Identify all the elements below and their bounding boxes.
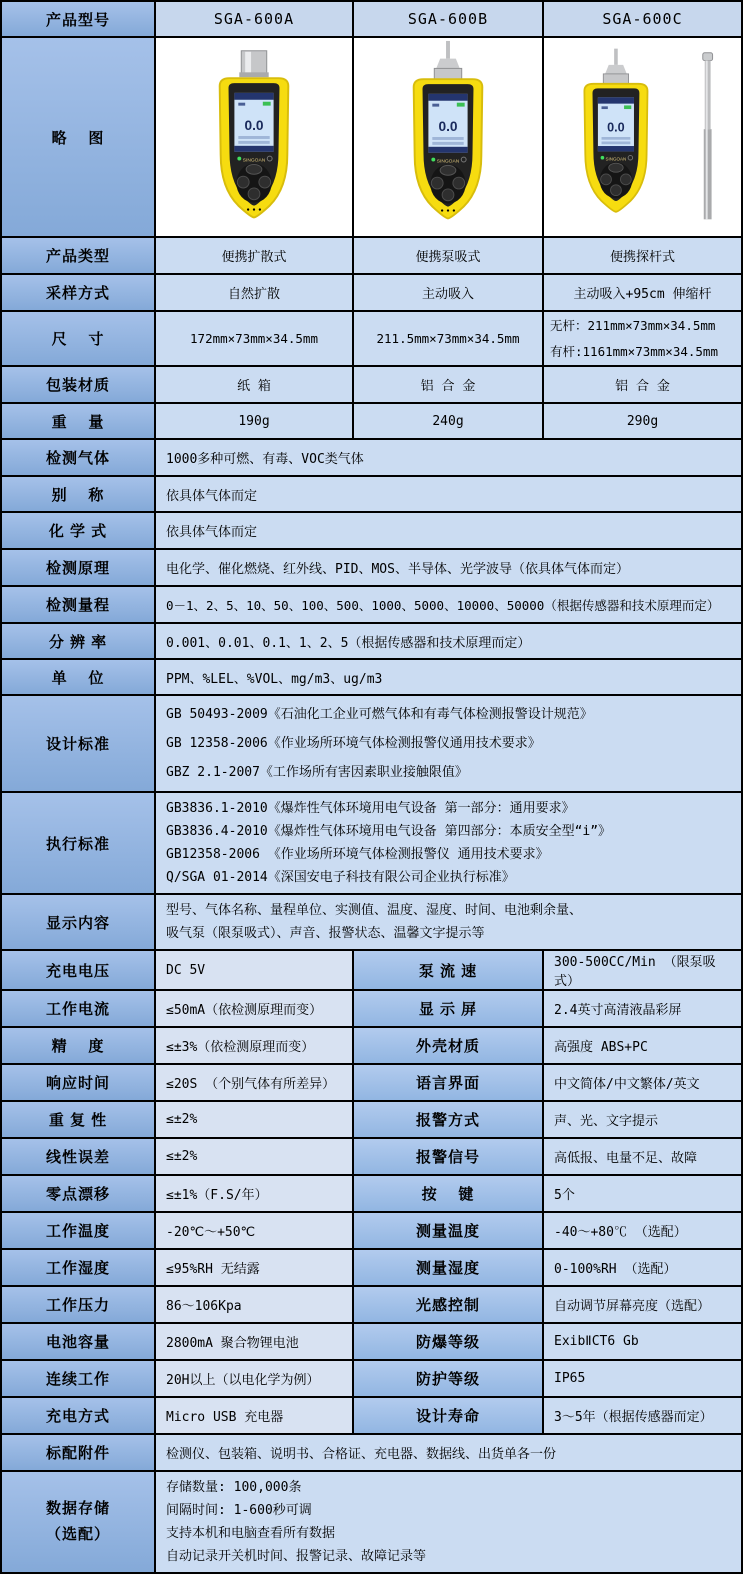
cell-value: -40～+80℃ （选配） xyxy=(544,1213,741,1250)
standard-line: GB 12358-2006《作业场所环境气体检测报警仪通用技术要求》 xyxy=(166,736,541,751)
cell-value: 主动吸入 xyxy=(354,275,544,312)
standard-line: Q/SGA 01-2014《深国安电子科技有限公司企业执行标准》 xyxy=(166,870,515,885)
cell-value: ExibⅡCT6 Gb xyxy=(544,1324,741,1361)
row-dimensions xyxy=(2,312,741,367)
cell-value: 依具体气体而定 xyxy=(156,513,741,550)
cell-value: 自动调节屏幕亮度（选配） xyxy=(544,1287,741,1324)
gas-detector-diffusion-image xyxy=(156,39,352,235)
cell-value xyxy=(156,1472,741,1572)
row-product-type xyxy=(2,238,741,275)
storage-label-line: 数据存储 xyxy=(45,1500,110,1517)
row-label: 单 位 xyxy=(2,660,156,696)
row-product-model xyxy=(2,2,741,38)
row-label: 包装材质 xyxy=(2,367,156,404)
row-standard-accessories xyxy=(2,1435,741,1472)
standard-line: GB3836.1-2010《爆炸性气体环境用电气设备 第一部分：通用要求》 xyxy=(166,801,575,816)
row-repeatability-alarm-mode xyxy=(2,1102,741,1139)
cell-value: 纸 箱 xyxy=(156,367,354,404)
cell-value: Micro USB 充电器 xyxy=(156,1398,354,1435)
svg-text:SINGOAN: SINGOAN xyxy=(436,159,460,165)
cell-value: 0－1、2、5、10、50、100、500、1000、5000、10000、50000（根据传感器和技术原理而定） xyxy=(156,587,741,624)
cell-value: 便携泵吸式 xyxy=(354,238,544,275)
row-display-content xyxy=(2,895,741,951)
row-label: 工作电流 xyxy=(2,991,156,1028)
cell-value xyxy=(156,895,741,951)
row-sketch xyxy=(2,38,741,238)
row-chemical-formula xyxy=(2,513,741,550)
cell-value: ≤±3%（依检测原理而变） xyxy=(156,1028,354,1065)
svg-text:SINGOAN: SINGOAN xyxy=(242,158,266,164)
standard-line: GBZ 2.1-2007《工作场所有害因素职业接触限值》 xyxy=(166,765,468,780)
cell-value: 190g xyxy=(156,404,354,440)
row-label: 充电电压 xyxy=(2,951,156,991)
storage-spec-line: 间隔时间: 1-600秒可调 xyxy=(166,1503,312,1518)
row-label: 语言界面 xyxy=(354,1065,544,1102)
row-label: 工作湿度 xyxy=(2,1250,156,1287)
cell-value: 铝 合 金 xyxy=(544,367,741,404)
device-photo-sga-600b xyxy=(354,38,544,238)
row-label: 尺 寸 xyxy=(2,312,156,367)
row-accuracy-shell-material xyxy=(2,1028,741,1065)
row-label: 防爆等级 xyxy=(354,1324,544,1361)
row-working-temp-measure-temp xyxy=(2,1213,741,1250)
row-working-humidity-measure-humidity xyxy=(2,1250,741,1287)
cell-value: 自然扩散 xyxy=(156,275,354,312)
model-name-a: SGA-600A xyxy=(156,2,354,38)
svg-text:0.0: 0.0 xyxy=(438,119,458,135)
storage-spec-line: 自动记录开关机时间、报警记录、故障记录等 xyxy=(166,1549,427,1564)
cell-value xyxy=(544,312,741,367)
row-label: 报警信号 xyxy=(354,1139,544,1176)
row-execution-standards xyxy=(2,793,741,895)
row-packaging-material xyxy=(2,367,741,404)
row-sampling-method xyxy=(2,275,741,312)
cell-value: 0-100%RH （选配） xyxy=(544,1250,741,1287)
cell-value: 依具体气体而定 xyxy=(156,477,741,513)
cell-value: ≤±2% xyxy=(156,1139,354,1176)
gas-detector-probe-image xyxy=(545,39,740,235)
row-label: 重 复 性 xyxy=(2,1102,156,1139)
row-label: 设计寿命 xyxy=(354,1398,544,1435)
cell-value: 检测仪、包装箱、说明书、合格证、充电器、数据线、出货单各一份 xyxy=(156,1435,741,1472)
cell-value: 高低报、电量不足、故障 xyxy=(544,1139,741,1176)
row-label: 工作温度 xyxy=(2,1213,156,1250)
standard-line: GB12358-2006 《作业场所环境气体检测报警仪 通用技术要求》 xyxy=(166,847,549,862)
model-name-c: SGA-600C xyxy=(544,2,741,38)
device-photo-sga-600c xyxy=(544,38,741,238)
row-label: 略 图 xyxy=(2,38,156,238)
row-alias xyxy=(2,477,741,513)
svg-text:SINGOAN: SINGOAN xyxy=(605,156,627,162)
cell-value: 中文简体/中文繁体/英文 xyxy=(544,1065,741,1102)
cell-value: 便携扩散式 xyxy=(156,238,354,275)
row-label: 检测原理 xyxy=(2,550,156,587)
dimension-without-rod: 无杆：211mm×73mm×34.5mm xyxy=(550,317,716,333)
cell-value: 电化学、催化燃烧、红外线、PID、MOS、半导体、光学波导（依具体气体而定） xyxy=(156,550,741,587)
cell-value: -20℃～+50℃ xyxy=(156,1213,354,1250)
cell-value xyxy=(156,696,741,793)
device-photo-sga-600a xyxy=(156,38,354,238)
row-label: 执行标准 xyxy=(2,793,156,895)
cell-value: ≤50mA（依检测原理而变） xyxy=(156,991,354,1028)
standard-line: GB 50493-2009《石油化工企业可燃气体和有毒气体检测报警设计规范》 xyxy=(166,707,593,722)
cell-value: 0.001、0.01、0.1、1、2、5（根据传感器和技术原理而定） xyxy=(156,624,741,660)
cell-value: 5个 xyxy=(544,1176,741,1213)
storage-label-line: （选配） xyxy=(45,1526,110,1543)
row-detected-gases xyxy=(2,440,741,477)
row-label: 产品类型 xyxy=(2,238,156,275)
cell-value: 86～106Kpa xyxy=(156,1287,354,1324)
row-detection-range xyxy=(2,587,741,624)
cell-value: ≤±1%（F.S/年） xyxy=(156,1176,354,1213)
cell-value: 20H以上（以电化学为例） xyxy=(156,1361,354,1398)
row-weight xyxy=(2,404,741,440)
row-label xyxy=(2,1472,156,1572)
row-label: 化 学 式 xyxy=(2,513,156,550)
cell-value: 300-500CC/Min （限泵吸式） xyxy=(544,951,741,991)
svg-text:0.0: 0.0 xyxy=(244,118,264,134)
row-label: 检测量程 xyxy=(2,587,156,624)
row-unit xyxy=(2,660,741,696)
row-label: 检测气体 xyxy=(2,440,156,477)
cell-value: 高强度 ABS+PC xyxy=(544,1028,741,1065)
cell-value: 声、光、文字提示 xyxy=(544,1102,741,1139)
dimension-with-rod: 有杆:1161mm×73mm×34.5mm xyxy=(550,343,718,359)
row-response-time-language xyxy=(2,1065,741,1102)
row-label: 线性误差 xyxy=(2,1139,156,1176)
display-content-line: 型号、气体名称、量程单位、实测值、温度、湿度、时间、电池剩余量、 xyxy=(166,903,583,918)
gas-detector-pump-image xyxy=(354,39,542,235)
storage-spec-line: 支持本机和电脑查看所有数据 xyxy=(166,1526,336,1541)
row-label: 重 量 xyxy=(2,404,156,440)
row-label: 报警方式 xyxy=(354,1102,544,1139)
row-label: 泵 流 速 xyxy=(354,951,544,991)
cell-value: 211.5mm×73mm×34.5mm xyxy=(354,312,544,367)
row-label: 电池容量 xyxy=(2,1324,156,1361)
cell-value: 2800mA 聚合物锂电池 xyxy=(156,1324,354,1361)
row-zero-drift-buttons xyxy=(2,1176,741,1213)
row-label: 测量温度 xyxy=(354,1213,544,1250)
row-label: 充电方式 xyxy=(2,1398,156,1435)
cell-value: ≤95%RH 无结露 xyxy=(156,1250,354,1287)
cell-value: 290g xyxy=(544,404,741,440)
storage-spec-line: 存储数量: 100,000条 xyxy=(166,1480,302,1495)
row-label: 外壳材质 xyxy=(354,1028,544,1065)
row-label: 精 度 xyxy=(2,1028,156,1065)
row-label: 设计标准 xyxy=(2,696,156,793)
cell-value: 主动吸入+95cm 伸缩杆 xyxy=(544,275,741,312)
row-label: 采样方式 xyxy=(2,275,156,312)
row-label: 别 称 xyxy=(2,477,156,513)
row-working-pressure-light-sensor xyxy=(2,1287,741,1324)
cell-value: 3～5年（根据传感器而定） xyxy=(544,1398,741,1435)
cell-value: ≤±2% xyxy=(156,1102,354,1139)
row-label: 防护等级 xyxy=(354,1361,544,1398)
row-data-storage xyxy=(2,1472,741,1572)
display-content-line: 吸气泵（限泵吸式）、声音、报警状态、温馨文字提示等 xyxy=(166,926,485,941)
row-label: 显 示 屏 xyxy=(354,991,544,1028)
cell-value: 1000多种可燃、有毒、VOC类气体 xyxy=(156,440,741,477)
cell-value: DC 5V xyxy=(156,951,354,991)
row-label: 光感控制 xyxy=(354,1287,544,1324)
row-linearity-alarm-signal xyxy=(2,1139,741,1176)
row-battery-explosionproof xyxy=(2,1324,741,1361)
cell-value: 铝 合 金 xyxy=(354,367,544,404)
cell-value xyxy=(156,793,741,895)
model-name-b: SGA-600B xyxy=(354,2,544,38)
row-working-current-display-screen xyxy=(2,991,741,1028)
row-charging-voltage-pump-flow xyxy=(2,951,741,991)
row-label: 标配附件 xyxy=(2,1435,156,1472)
cell-value: PPM、%LEL、%VOL、mg/m3、ug/m3 xyxy=(156,660,741,696)
row-label: 响应时间 xyxy=(2,1065,156,1102)
row-charging-method-design-life xyxy=(2,1398,741,1435)
row-label: 产品型号 xyxy=(2,2,156,38)
cell-value: IP65 xyxy=(544,1361,741,1398)
row-label: 按 键 xyxy=(354,1176,544,1213)
row-label: 分 辨 率 xyxy=(2,624,156,660)
row-label: 测量湿度 xyxy=(354,1250,544,1287)
row-design-standards xyxy=(2,696,741,793)
cell-value: 2.4英寸高清液晶彩屏 xyxy=(544,991,741,1028)
cell-value: 便携探杆式 xyxy=(544,238,741,275)
row-detection-principle xyxy=(2,550,741,587)
cell-value: 172mm×73mm×34.5mm xyxy=(156,312,354,367)
row-label: 工作压力 xyxy=(2,1287,156,1324)
standard-line: GB3836.4-2010《爆炸性气体环境用电气设备 第四部分：本质安全型“i”》 xyxy=(166,824,612,839)
row-continuous-work-protection xyxy=(2,1361,741,1398)
row-label: 连续工作 xyxy=(2,1361,156,1398)
row-resolution xyxy=(2,624,741,660)
cell-value: ≤20S （个别气体有所差异） xyxy=(156,1065,354,1102)
row-label: 零点漂移 xyxy=(2,1176,156,1213)
svg-text:0.0: 0.0 xyxy=(607,120,625,135)
row-label: 显示内容 xyxy=(2,895,156,951)
cell-value: 240g xyxy=(354,404,544,440)
